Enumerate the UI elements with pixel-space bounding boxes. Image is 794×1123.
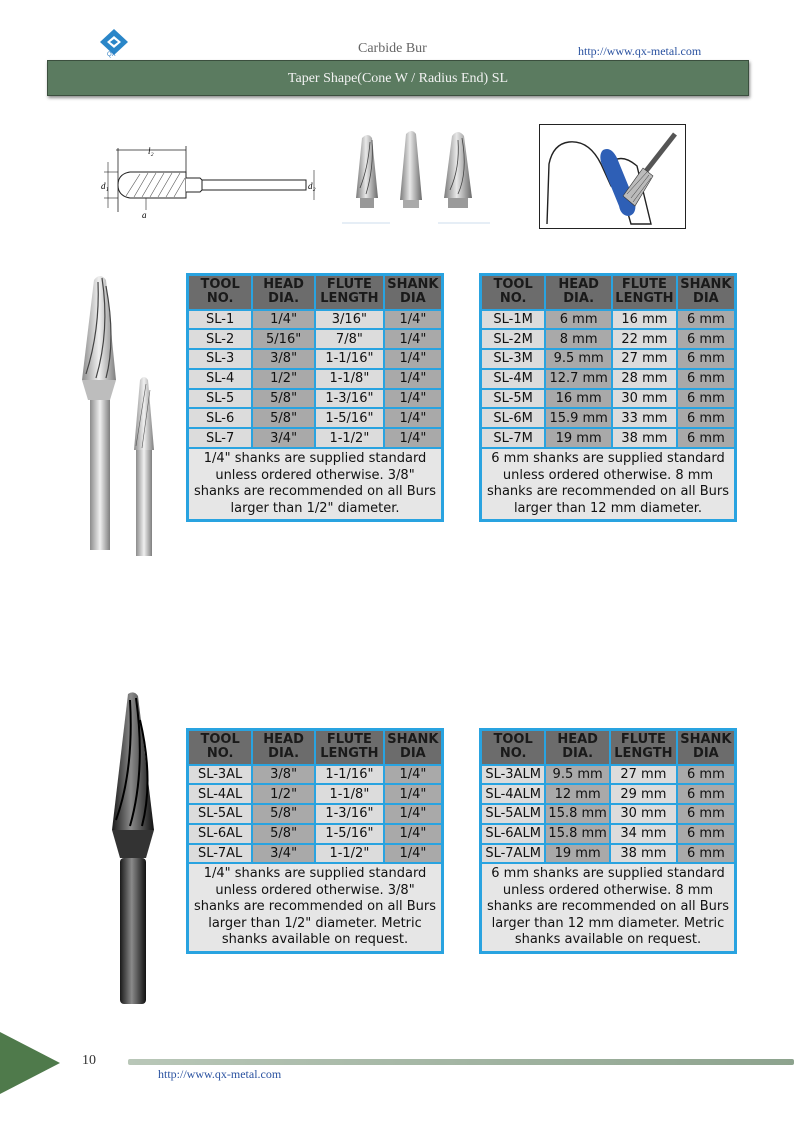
flute-length: 1-3/16" [315, 804, 384, 824]
tool-no: SL-3ALM [481, 765, 546, 785]
d2-label: d₂ [308, 181, 316, 191]
page-number: 10 [82, 1053, 96, 1068]
tool-no: SL-7M [481, 428, 546, 448]
flute-length: 1-5/16" [315, 408, 384, 428]
footer-triangle-icon [0, 1032, 60, 1094]
flute-length: 38 mm [610, 844, 677, 864]
tool-no: SL-1 [188, 310, 253, 330]
shank-dia: 1/4" [384, 329, 443, 349]
table-row [188, 389, 443, 409]
shank-dia: 6 mm [677, 824, 736, 844]
head-dia: 5/8" [252, 408, 315, 428]
head-dia: 16 mm [545, 389, 612, 409]
bur-product-image-1 [76, 270, 166, 560]
shank-dia: 6 mm [677, 428, 736, 448]
tool-no: SL-7AL [188, 844, 253, 864]
head-dia: 8 mm [545, 329, 612, 349]
tool-no: SL-3 [188, 349, 253, 369]
tool-no: SL-1M [481, 310, 546, 330]
shank-dia: 1/4" [384, 369, 443, 389]
head-dia: 19 mm [545, 428, 612, 448]
flute-length: 27 mm [612, 349, 677, 369]
table-row [481, 329, 736, 349]
table-row [481, 310, 736, 330]
table-row [481, 784, 736, 804]
tool-no: SL-4AL [188, 784, 253, 804]
table-row [481, 844, 736, 864]
table-row [481, 349, 736, 369]
table-note: 6 mm shanks are supplied standard unless ordered otherwise. 8 mm shanks are recommended on all Burs larger than 12 mm diameter. [481, 448, 736, 521]
table-row [188, 784, 443, 804]
flute-length: 3/16" [315, 310, 384, 330]
table-row [188, 765, 443, 785]
col-header-tool-no: TOOL NO. [481, 730, 546, 765]
tool-no: SL-7ALM [481, 844, 546, 864]
a-label: a [142, 210, 147, 220]
head-dia: 19 mm [545, 844, 610, 864]
tool-no: SL-2M [481, 329, 546, 349]
tool-no: SL-4M [481, 369, 546, 389]
tool-no: SL-5AL [188, 804, 253, 824]
shank-dia: 1/4" [384, 310, 443, 330]
head-dia: 1/2" [252, 369, 315, 389]
spec-table-metric [479, 273, 737, 522]
header-url-link[interactable]: http://www.qx-metal.com [578, 44, 702, 58]
head-dia: 1/2" [252, 784, 315, 804]
shank-dia: 1/4" [384, 428, 443, 448]
col-header-flute-length: FLUTE LENGTH [610, 730, 677, 765]
col-header-shank-dia: SHANK DIA [384, 730, 443, 765]
tool-no: SL-4ALM [481, 784, 546, 804]
flute-length: 28 mm [612, 369, 677, 389]
l2-label: l₂ [148, 146, 154, 156]
flute-length: 7/8" [315, 329, 384, 349]
shank-dia: 6 mm [677, 844, 736, 864]
shank-dia: 6 mm [677, 389, 736, 409]
bur-product-image-2 [104, 690, 160, 1008]
table-row [481, 804, 736, 824]
flute-length: 34 mm [610, 824, 677, 844]
flute-length: 29 mm [610, 784, 677, 804]
tool-no: SL-6ALM [481, 824, 546, 844]
table-row [188, 310, 443, 330]
table-note: 1/4" shanks are supplied standard unless ordered otherwise. 3/8" shanks are recommended on all Burs larger than 1/2" diameter. [188, 448, 443, 521]
col-header-tool-no: TOOL NO. [188, 275, 253, 310]
flute-length: 1-5/16" [315, 824, 384, 844]
table-row [188, 844, 443, 864]
shank-dia: 6 mm [677, 804, 736, 824]
footer-divider [128, 1059, 794, 1065]
shank-dia: 1/4" [384, 408, 443, 428]
head-dia: 9.5 mm [545, 765, 610, 785]
table-row [481, 765, 736, 785]
logo-text: QX [107, 52, 116, 58]
banner-title: Taper Shape(Cone W / Radius End) SL [287, 71, 509, 86]
shank-dia: 1/4" [384, 844, 443, 864]
flute-length: 1-1/8" [315, 784, 384, 804]
spec-table-al-metric [479, 728, 737, 954]
flute-length: 1-1/16" [315, 765, 384, 785]
shank-dia: 6 mm [677, 310, 736, 330]
tool-no: SL-6M [481, 408, 546, 428]
head-dia: 12.7 mm [545, 369, 612, 389]
col-header-head-dia: HEAD DIA. [545, 730, 610, 765]
table-row [188, 804, 443, 824]
table-row [188, 824, 443, 844]
head-dia: 3/4" [252, 844, 315, 864]
table-row [481, 824, 736, 844]
shank-dia: 6 mm [677, 765, 736, 785]
flute-length: 33 mm [612, 408, 677, 428]
flute-length: 30 mm [610, 804, 677, 824]
table-row [188, 369, 443, 389]
flute-length: 1-1/8" [315, 369, 384, 389]
flute-length: 22 mm [612, 329, 677, 349]
flute-length: 27 mm [610, 765, 677, 785]
head-dia: 3/8" [252, 349, 315, 369]
table-row [188, 349, 443, 369]
head-dia: 15.9 mm [545, 408, 612, 428]
document-title: Carbide Bur [358, 41, 427, 56]
head-dia: 5/16" [252, 329, 315, 349]
table-row [481, 408, 736, 428]
table-row [481, 428, 736, 448]
tool-no: SL-7 [188, 428, 253, 448]
head-dia: 6 mm [545, 310, 612, 330]
shank-dia: 1/4" [384, 389, 443, 409]
shank-dia: 1/4" [384, 804, 443, 824]
head-dia: 15.8 mm [545, 804, 610, 824]
tool-no: SL-3AL [188, 765, 253, 785]
tool-no: SL-6AL [188, 824, 253, 844]
shank-dia: 1/4" [384, 824, 443, 844]
col-header-tool-no: TOOL NO. [188, 730, 253, 765]
tool-no: SL-6 [188, 408, 253, 428]
col-header-flute-length: FLUTE LENGTH [612, 275, 677, 310]
shank-dia: 6 mm [677, 408, 736, 428]
flute-length: 1-1/16" [315, 349, 384, 369]
section-banner [47, 60, 749, 96]
shank-dia: 6 mm [677, 784, 736, 804]
table-row [188, 428, 443, 448]
tool-no: SL-5M [481, 389, 546, 409]
head-dia: 15.8 mm [545, 824, 610, 844]
head-dia: 9.5 mm [545, 349, 612, 369]
flute-length: 1-1/2" [315, 428, 384, 448]
footer-url-link[interactable]: http://www.qx-metal.com [158, 1067, 282, 1081]
col-header-tool-no: TOOL NO. [481, 275, 546, 310]
tool-no: SL-3M [481, 349, 546, 369]
flute-length: 16 mm [612, 310, 677, 330]
table-note: 1/4" shanks are supplied standard unless ordered otherwise. 3/8" shanks are recommended on all Burs larger than 1/2" diameter. Metric shanks available on request. [188, 863, 443, 952]
head-dia: 5/8" [252, 389, 315, 409]
shank-dia: 6 mm [677, 369, 736, 389]
bur-usage-illustration [539, 124, 686, 229]
shank-dia: 6 mm [677, 349, 736, 369]
head-dia: 3/8" [252, 765, 315, 785]
head-dia: 5/8" [252, 804, 315, 824]
col-header-head-dia: HEAD DIA. [545, 275, 612, 310]
tool-no: SL-4 [188, 369, 253, 389]
tool-no: SL-2 [188, 329, 253, 349]
table-note: 6 mm shanks are supplied standard unless ordered otherwise. 8 mm shanks are recommended on all Burs larger than 12 mm diameter. Metric shanks available on request. [481, 863, 736, 952]
table-row [481, 389, 736, 409]
shank-dia: 1/4" [384, 784, 443, 804]
table-row [188, 329, 443, 349]
col-header-shank-dia: SHANK DIA [677, 730, 736, 765]
col-header-head-dia: HEAD DIA. [252, 730, 315, 765]
spec-table-al-inch [186, 728, 444, 954]
flute-length: 38 mm [612, 428, 677, 448]
flute-length: 1-1/2" [315, 844, 384, 864]
bur-photos [340, 128, 496, 226]
table-row [188, 408, 443, 428]
col-header-flute-length: FLUTE LENGTH [315, 730, 384, 765]
shank-dia: 1/4" [384, 349, 443, 369]
head-dia: 3/4" [252, 428, 315, 448]
head-dia: 12 mm [545, 784, 610, 804]
d1-label: d₁ [101, 181, 109, 191]
tool-no: SL-5 [188, 389, 253, 409]
col-header-head-dia: HEAD DIA. [252, 275, 315, 310]
shank-dia: 1/4" [384, 765, 443, 785]
shank-dia: 6 mm [677, 329, 736, 349]
col-header-shank-dia: SHANK DIA [677, 275, 736, 310]
bur-dimension-drawing [96, 140, 328, 222]
head-dia: 5/8" [252, 824, 315, 844]
flute-length: 30 mm [612, 389, 677, 409]
spec-table-inch [186, 273, 444, 522]
col-header-flute-length: FLUTE LENGTH [315, 275, 384, 310]
flute-length: 1-3/16" [315, 389, 384, 409]
tool-no: SL-5ALM [481, 804, 546, 824]
col-header-shank-dia: SHANK DIA [384, 275, 443, 310]
head-dia: 1/4" [252, 310, 315, 330]
table-row [481, 369, 736, 389]
